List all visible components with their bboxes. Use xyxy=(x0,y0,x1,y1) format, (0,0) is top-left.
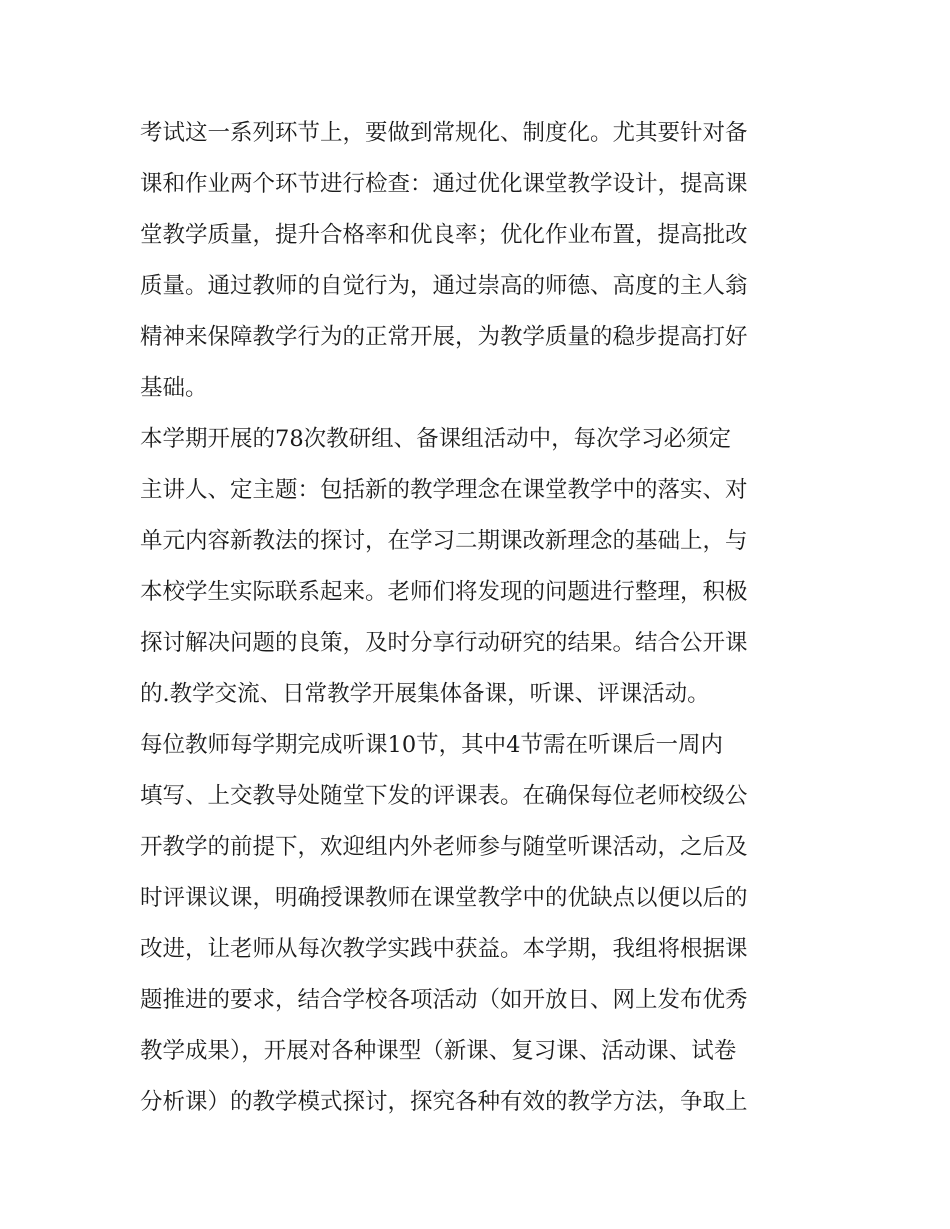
text-line: 单元内容新教法的探讨，在学习二期课改新理念的基础上，与 xyxy=(140,528,748,554)
text-line: 开教学的前提下，欢迎组内外老师参与随堂听课活动，之后及 xyxy=(140,834,748,860)
text-line: 改进，让老师从每次教学实践中获益。本学期，我组将根据课 xyxy=(140,936,748,962)
text-line: 分析课）的教学模式探讨，探究各种有效的教学方法，争取上 xyxy=(140,1089,748,1115)
text-line: 探讨解决问题的良策，及时分享行动研究的结果。结合公开课 xyxy=(140,630,748,656)
text-line: 主讲人、定主题：包括新的教学理念在课堂教学中的落实、对 xyxy=(140,477,748,503)
text-line: 教学成果），开展对各种课型（新课、复习课、活动课、试卷 xyxy=(140,1038,737,1064)
text-line: 课和作业两个环节进行检查：通过优化课堂教学设计，提高课 xyxy=(140,171,748,197)
text-line: 的.教学交流、日常教学开展集体备课，听课、评课活动。 xyxy=(140,681,710,707)
text-line: 质量。通过教师的自觉行为，通过崇高的师德、高度的主人翁 xyxy=(140,273,748,299)
text-line: 考试这一系列环节上，要做到常规化、制度化。尤其要针对备 xyxy=(140,120,748,146)
text-line: 本学期开展的78次教研组、备课组活动中，每次学习必须定 xyxy=(140,426,732,452)
text-line: 填写、上交教导处随堂下发的评课表。在确保每位老师校级公 xyxy=(140,783,748,809)
body-text xyxy=(140,108,820,1128)
text-line: 堂教学质量，提升合格率和优良率；优化作业布置，提高批改 xyxy=(140,222,748,248)
text-line: 本校学生实际联系起来。老师们将发现的问题进行整理，积极 xyxy=(140,579,748,605)
text-line: 基础。 xyxy=(140,375,208,401)
text-line: 每位教师每学期完成听课10节，其中4节需在听课后一周内 xyxy=(140,732,723,758)
text-line: 时评课议课，明确授课教师在课堂教学中的优缺点以便以后的 xyxy=(140,885,748,911)
text-line: 题推进的要求，结合学校各项活动（如开放日、网上发布优秀 xyxy=(140,987,748,1013)
text-line: 精神来保障教学行为的正常开展，为教学质量的稳步提高打好 xyxy=(140,324,748,350)
